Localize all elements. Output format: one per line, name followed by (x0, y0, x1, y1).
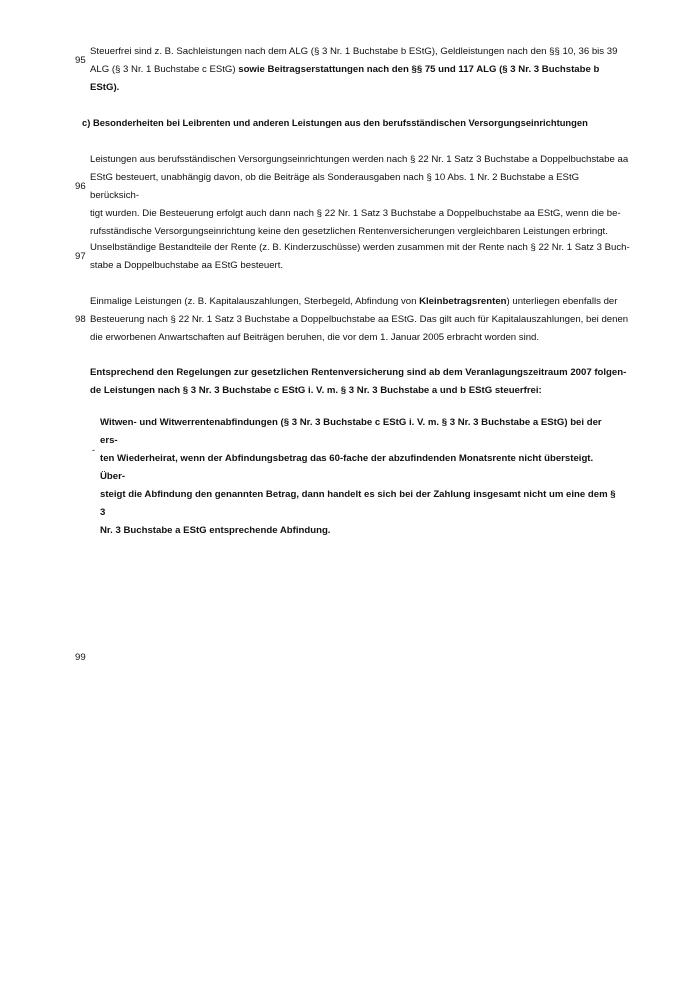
margin-number-96: 96 (75, 181, 86, 192)
paragraph-98-line-1-bold: Kleinbetragsrenten (419, 296, 507, 307)
paragraph-97-line-1: Unselbständige Bestandteile der Rente (z. B. Kinderzuschüsse) werden zusammen mit der Rente nach § 22 Nr. 1 Satz 3 Buch- (90, 242, 630, 253)
margin-number-98: 98 (75, 314, 86, 325)
paragraph-95-line-2-bold: sowie Beitragserstattungen nach den §§ 75 und 117 ALG (§ 3 Nr. 3 Buchstabe b EStG). (90, 64, 600, 93)
intro-line-1: Entsprechend den Regelungen zur gesetzlichen Rentenversicherung sind ab dem Veranlagungszeitraum 2007 folgen- (90, 367, 627, 378)
paragraph-96-line-2: EStG besteuert, unabhängig davon, ob die Beiträge als Sonderausgaben nach § 10 Abs. 1 Nr. 2 Buchstabe a EStG berücksich- (90, 172, 580, 201)
paragraph-95-line-2 (90, 61, 630, 97)
paragraph-98-line-1-a: Einmalige Leistungen (z. B. Kapitalauszahlungen, Sterbegeld, Abfindung von (90, 296, 420, 307)
paragraph-98-line-2: Besteuerung nach § 22 Nr. 1 Satz 3 Buchstabe a Doppelbuchstabe aa EStG. Das gilt auch für Kapitalauszahlungen, bei denen (90, 314, 629, 325)
section-heading-c: c) Besonderheiten bei Leibrenten und anderen Leistungen aus den berufsständischen Versorgungseinrichtungen (82, 117, 588, 128)
paragraph-96-line-1: Leistungen aus berufsständischen Versorgungseinrichtungen werden nach § 22 Nr. 1 Satz 3 Buchstabe a Doppelbuchstabe aa (90, 154, 629, 165)
list-item-line-3: steigt die Abfindung den genannten Betrag, dann handelt es sich bei der Zahlung insgesamt nicht um eine dem § 3 (100, 489, 616, 518)
paragraph-95-line-1: Steuerfrei sind z. B. Sachleistungen nach dem ALG (§ 3 Nr. 1 Buchstabe b EStG), Geldleistungen nach den §§ 10, 36 bis 39 (90, 46, 618, 57)
paragraph-98-line-1 (90, 293, 630, 311)
list-item-line-2: ten Wiederheirat, wenn der Abfindungsbetrag das 60-fache der abzufindenden Monatsrente nicht übersteigt. Über- (100, 453, 594, 482)
paragraph-96-line-3: tigt wurden. Die Besteuerung erfolgt auch dann nach § 22 Nr. 1 Satz 3 Buchstabe a Doppelbuchstabe aa EStG, wenn die be- (90, 208, 621, 219)
margin-number-99: 99 (75, 652, 86, 663)
paragraph-98-line-3: die erworbenen Anwartschaften auf Beiträgen beruhen, die vor dem 1. Januar 2005 erbracht worden sind. (90, 332, 540, 343)
margin-number-95: 95 (75, 55, 86, 66)
paragraph-97-line-2: stabe a Doppelbuchstabe aa EStG besteuert. (90, 260, 284, 271)
paragraph-96 (90, 151, 630, 241)
paragraph-95-line-2-plain: ALG (§ 3 Nr. 1 Buchstabe c EStG) (90, 64, 239, 75)
intro-line-2: de Leistungen nach § 3 Nr. 3 Buchstabe c EStG i. V. m. § 3 Nr. 3 Buchstabe a und b EStG steuerfrei: (90, 385, 542, 396)
margin-number-97: 97 (75, 251, 86, 262)
paragraph-98-line-1-b: ) unterliegen ebenfalls der (506, 296, 618, 307)
paragraph-98 (90, 293, 630, 347)
paragraph-95 (90, 43, 630, 97)
paragraph-intro-bold (90, 364, 630, 400)
paragraph-97 (90, 239, 630, 275)
paragraph-96-line-4: rufsständische Versorgungseinrichtung keine den gesetzlichen Rentenversicherungen vergleichbaren Leistungen erbringt. (90, 226, 608, 237)
list-item-line-1: Witwen- und Witwerrentenabfindungen (§ 3 Nr. 3 Buchstabe c EStG i. V. m. § 3 Nr. 3 Buchstabe a EStG) bei der ers- (100, 417, 602, 446)
list-bullet: - (92, 445, 95, 455)
list-item-line-4: Nr. 3 Buchstabe a EStG entsprechende Abfindung. (100, 525, 331, 536)
list-item (100, 414, 620, 540)
